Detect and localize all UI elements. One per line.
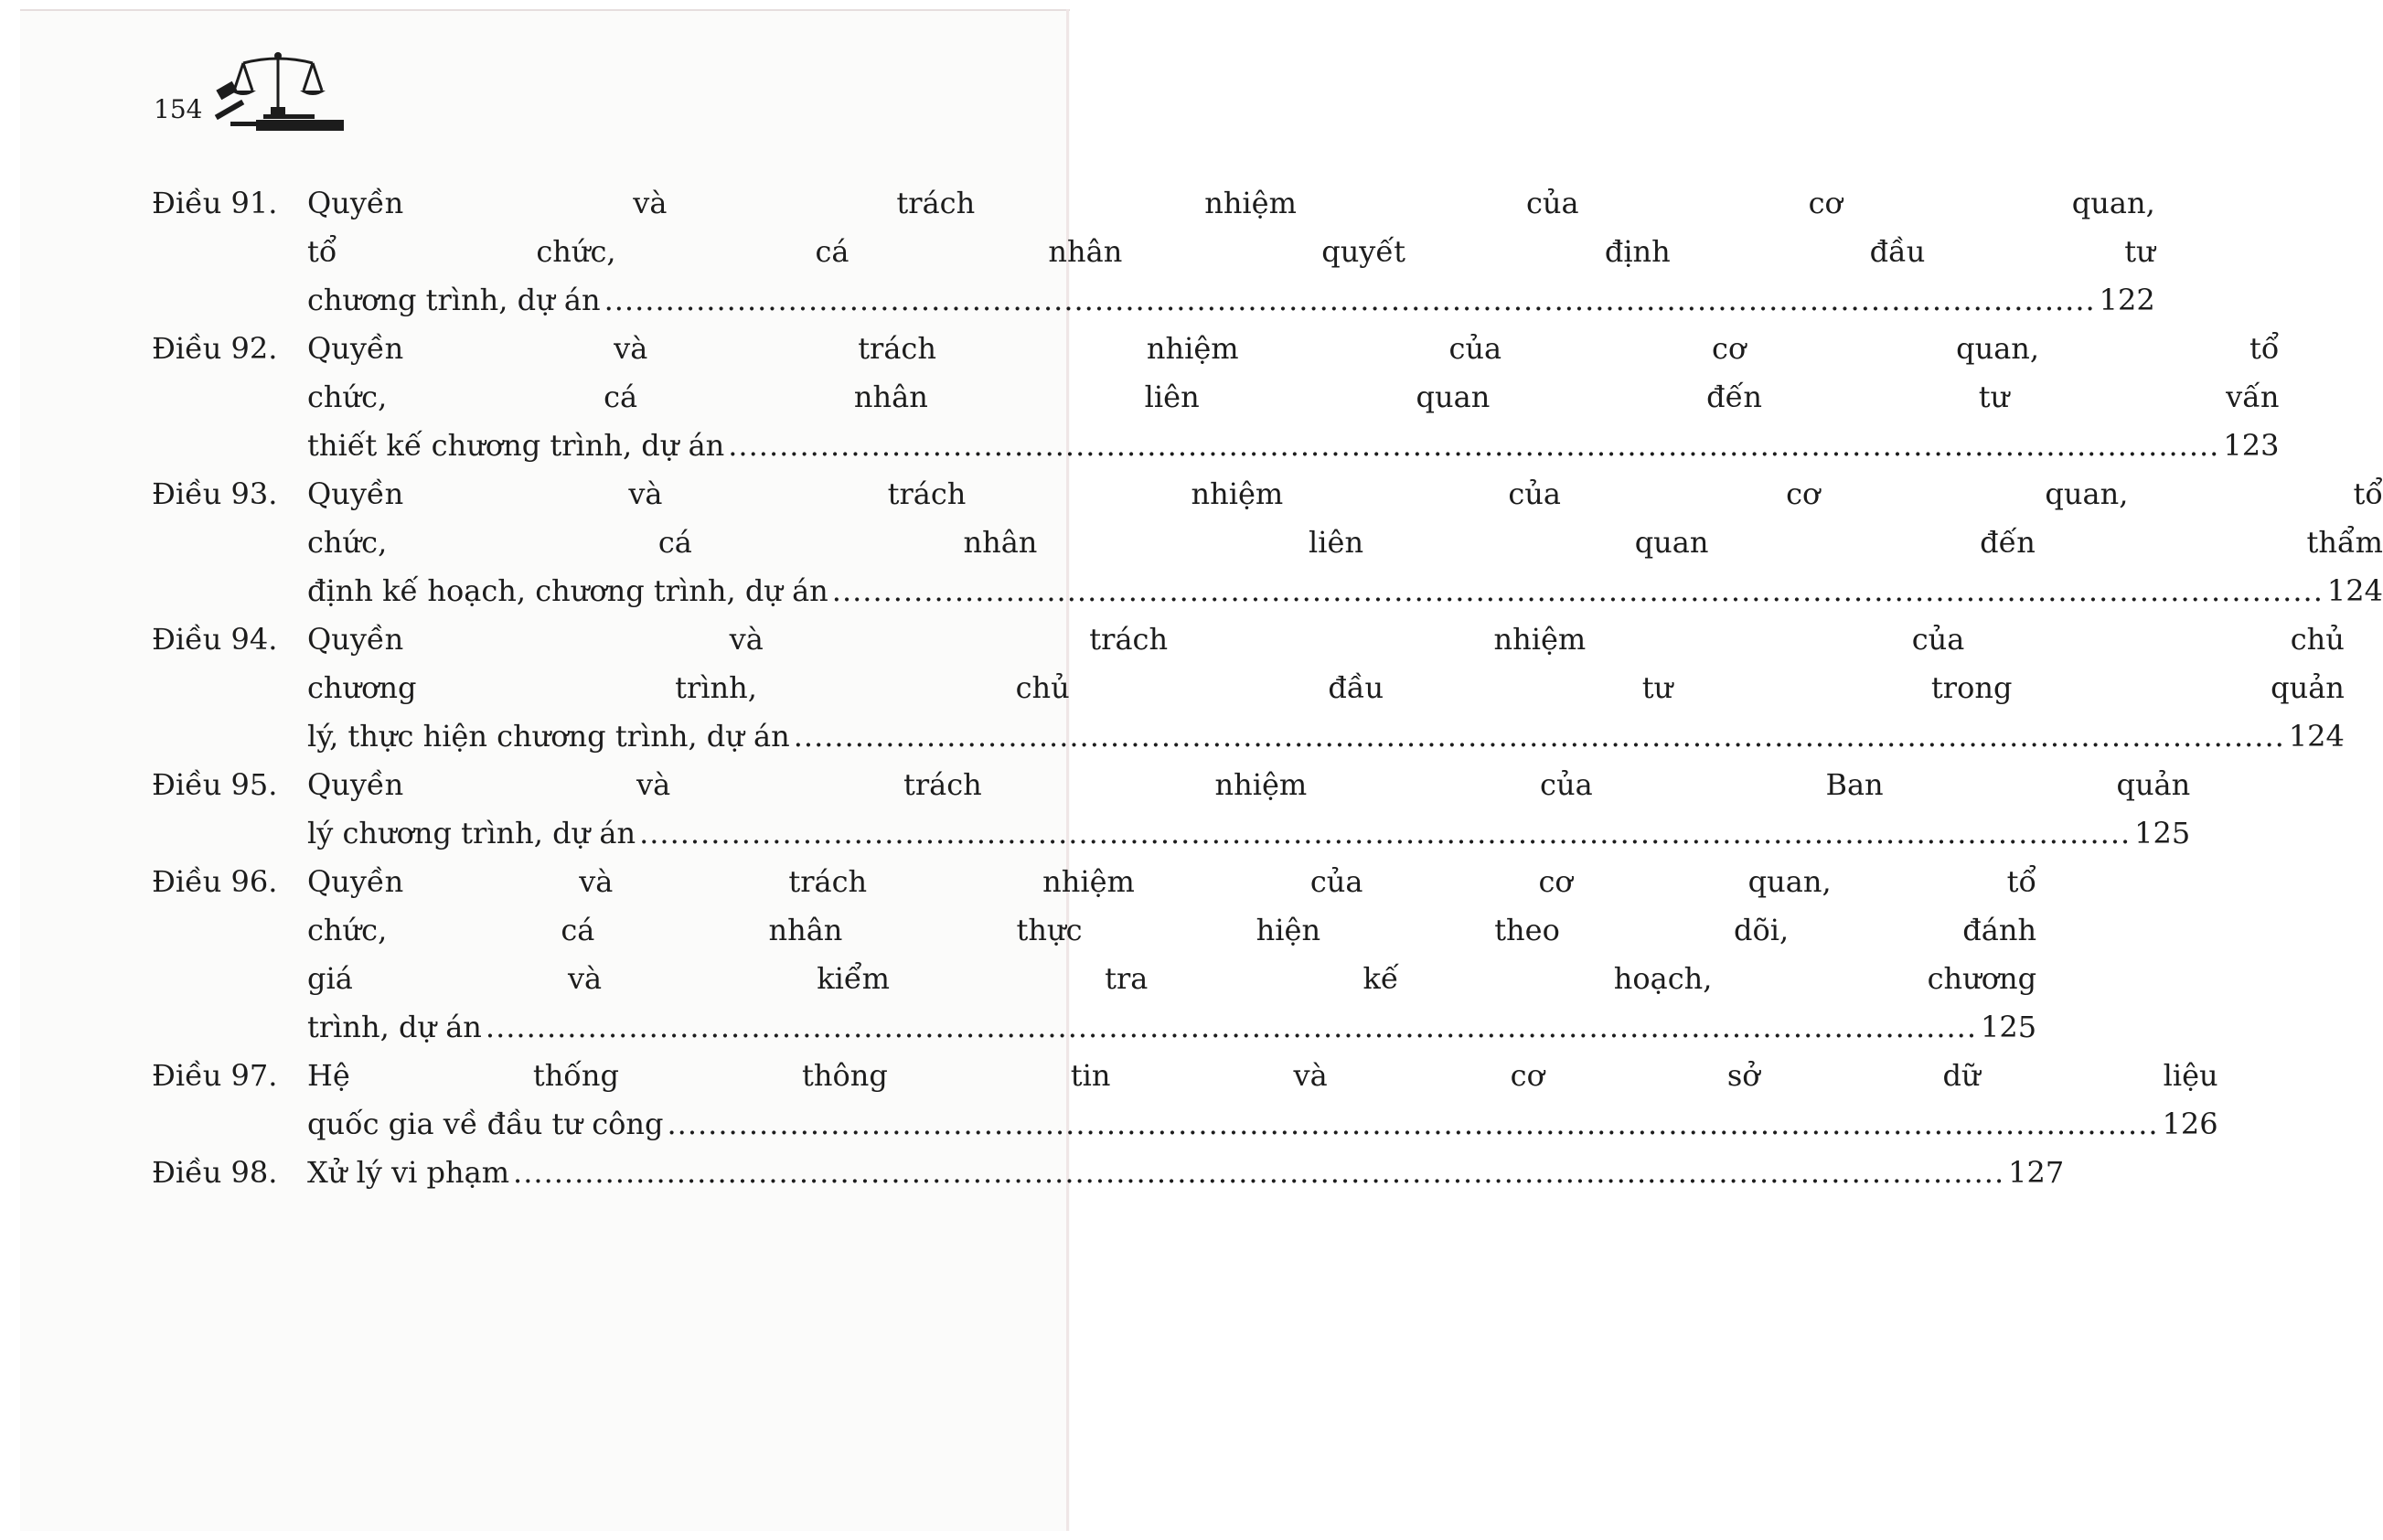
dot-leader: [832, 567, 2324, 615]
page-header: [154, 50, 373, 133]
toc-entry-label: Điều 97.: [152, 1058, 278, 1093]
toc-entry-label: Điều 96.: [152, 864, 278, 899]
toc-entry-title-line: quốc gia về đầu tư công: [307, 1107, 664, 1141]
toc-entry-last-line: [307, 809, 2190, 858]
toc-entry: [152, 1052, 2218, 1149]
toc-entry-last-line: [307, 567, 2383, 615]
toc-entry-title-line: Quyền và trách nhiệm của Ban quản: [307, 767, 2191, 802]
toc-entry-title: [307, 615, 2345, 761]
toc-entry-title: [307, 1052, 2218, 1149]
dot-leader: [486, 1003, 1977, 1052]
toc-entry-page-number: 124: [2288, 719, 2345, 754]
dot-leader: [604, 276, 2096, 325]
dot-leader: [513, 1149, 2004, 1197]
toc-entry-title-line: lý chương trình, dự án: [307, 816, 636, 850]
toc-entry-title: [307, 179, 2155, 325]
toc-entry-title-line: Quyền và trách nhiệm của cơ quan, tổ: [307, 476, 2383, 511]
toc-entry-title-line: giá và kiểm tra kế hoạch, chương: [307, 961, 2037, 996]
toc-entry: [152, 858, 2037, 1052]
toc-entry-title-line: lý, thực hiện chương trình, dự án: [307, 719, 790, 754]
toc-entry-label: Điều 98.: [152, 1155, 278, 1190]
toc-entry-title-line: chức, cá nhân liên quan đến thẩm: [307, 525, 2383, 560]
toc-entry-last-line: [307, 422, 2279, 470]
toc-entry-title-line: chương trình, dự án: [307, 283, 601, 317]
dot-leader: [794, 712, 2285, 761]
toc-entry-last-line: [307, 1149, 2064, 1197]
dot-leader: [639, 809, 2131, 858]
toc-entry-title-line: Quyền và trách nhiệm của cơ quan, tổ: [307, 331, 2280, 366]
toc-entry-title-line: định kế hoạch, chương trình, dự án: [307, 573, 828, 608]
toc-entry: [152, 1149, 2065, 1197]
toc-entry-title: [307, 761, 2190, 858]
toc-entry-title: [307, 470, 2383, 615]
page-number: 154: [154, 94, 203, 124]
toc-entry-last-line: [307, 1003, 2036, 1052]
toc-entry-page-number: 125: [1981, 1010, 2037, 1044]
toc-entry-title-line: Hệ thống thông tin và cơ sở dữ liệu: [307, 1058, 2218, 1093]
toc-entry-title-line: Quyền và trách nhiệm của cơ quan,: [307, 186, 2155, 220]
scales-of-justice-and-gavel-icon: [210, 50, 346, 133]
toc-entry-page-number: 126: [2162, 1107, 2218, 1141]
toc-entry-title-line: Xử lý vi phạm: [307, 1155, 510, 1190]
page-top-edge: [20, 9, 1070, 11]
toc-entry: [152, 179, 2155, 325]
toc-entry-title: [307, 1149, 2064, 1197]
toc-entry-page-number: 123: [2223, 428, 2280, 463]
toc-entry-title: [307, 858, 2036, 1052]
toc-entry-title-line: trình, dự án: [307, 1010, 482, 1044]
toc-entry-page-number: 122: [2099, 283, 2155, 317]
toc-entry-page-number: 127: [2008, 1155, 2065, 1190]
toc-entry-label: Điều 92.: [152, 331, 278, 366]
toc-entry-title-line: chức, cá nhân thực hiện theo dõi, đánh: [307, 913, 2037, 947]
toc-entry-page-number: 125: [2134, 816, 2191, 850]
toc-entry-title: [307, 325, 2279, 470]
toc-entry-label: Điều 95.: [152, 767, 278, 802]
toc-entry-last-line: [307, 712, 2345, 761]
toc-entry: [152, 761, 2191, 858]
toc-entry-title-line: thiết kế chương trình, dự án: [307, 428, 725, 463]
toc-entry-label: Điều 94.: [152, 622, 278, 657]
dot-leader: [728, 422, 2219, 470]
table-of-contents: [152, 179, 2383, 1197]
toc-entry-title-line: Quyền và trách nhiệm của chủ: [307, 622, 2345, 657]
toc-entry-title-line: Quyền và trách nhiệm của cơ quan, tổ: [307, 864, 2037, 899]
toc-entry-last-line: [307, 276, 2155, 325]
toc-entry-title-line: chương trình, chủ đầu tư trong quản: [307, 670, 2345, 705]
toc-entry-label: Điều 93.: [152, 476, 278, 511]
toc-entry-title-line: tổ chức, cá nhân quyết định đầu tư: [307, 234, 2155, 269]
toc-entry-page-number: 124: [2326, 573, 2383, 608]
toc-entry: [152, 325, 2280, 470]
toc-entry: [152, 470, 2383, 615]
dot-leader: [667, 1100, 2158, 1149]
toc-entry-last-line: [307, 1100, 2218, 1149]
toc-entry-label: Điều 91.: [152, 186, 278, 220]
toc-entry: [152, 615, 2345, 761]
toc-entry-title-line: chức, cá nhân liên quan đến tư vấn: [307, 380, 2280, 414]
